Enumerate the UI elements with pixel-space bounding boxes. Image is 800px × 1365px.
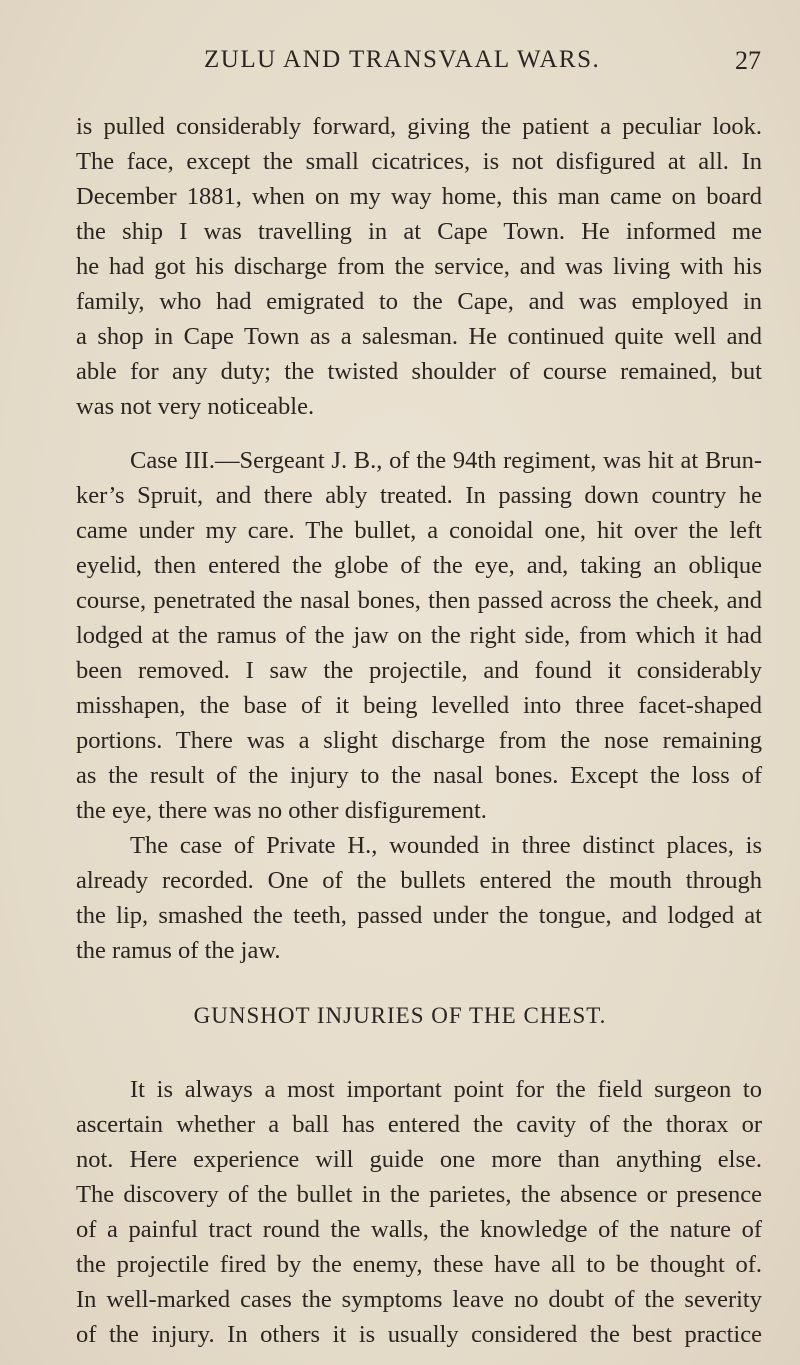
text-line: the ramus of the jaw.: [76, 937, 281, 964]
text-line: is pulled considerably forward, giving the patient a peculiar look.: [76, 113, 762, 140]
text-line: came under my care. The bullet, a conoidal one, hit over the left: [76, 517, 762, 544]
page-number: 27: [735, 46, 761, 75]
text-line: a shop in Cape Town as a salesman. He continued quite well and: [76, 323, 762, 350]
text-line: as the result of the injury to the nasal bones. Except the loss of: [76, 762, 762, 789]
text-line: of the injury. In others it is usually considered the best practice: [76, 1321, 762, 1348]
text-line: the eye, there was no other disfigurement.: [76, 797, 487, 824]
text-line: ascertain whether a ball has entered the cavity of the thorax or: [76, 1111, 762, 1138]
text-line: was not very noticeable.: [76, 393, 315, 420]
text-line: lodged at the ramus of the jaw on the right side, from which it had: [76, 622, 762, 649]
text-line: the lip, smashed the teeth, passed under the tongue, and lodged at: [76, 902, 762, 929]
running-head: [0, 46, 800, 86]
text-line: Case III.—Sergeant J. B., of the 94th regiment, was hit at Brun-: [130, 447, 762, 474]
text-line: misshapen, the base of it being levelled into three facet-shaped: [76, 692, 762, 719]
text-line: able for any duty; the twisted shoulder of course remained, but: [76, 358, 762, 385]
text-line: he had got his discharge from the service, and was living with his: [76, 253, 762, 280]
text-line: ker’s Spruit, and there ably treated. In passing down country he: [76, 482, 762, 509]
text-line: The case of Private H., wounded in three distinct places, is: [130, 832, 762, 859]
text-line: portions. There was a slight discharge from the nose remaining: [76, 727, 762, 754]
text-line: course, penetrated the nasal bones, then passed across the cheek, and: [76, 587, 762, 614]
text-line: The discovery of the bullet in the parietes, the absence or presence: [76, 1181, 762, 1208]
text-line: already recorded. One of the bullets entered the mouth through: [76, 867, 762, 894]
running-title: ZULU AND TRANSVAAL WARS.: [204, 46, 601, 73]
text-line: family, who had emigrated to the Cape, and was employed in: [76, 288, 762, 315]
text-line: The face, except the small cicatrices, is not disfigured at all. In: [76, 148, 762, 175]
text-line: In well-marked cases the symptoms leave no doubt of the severity: [76, 1286, 762, 1313]
text-line: the projectile fired by the enemy, these have all to be thought of.: [76, 1251, 762, 1278]
text-line: It is always a most important point for the field surgeon to: [130, 1076, 762, 1103]
text-line: the ship I was travelling in at Cape Town. He informed me: [76, 218, 762, 245]
section-heading: GUNSHOT INJURIES OF THE CHEST.: [193, 1003, 607, 1028]
text-line: not. Here experience will guide one more than anything else.: [76, 1146, 762, 1173]
text-line: December 1881, when on my way home, this man came on board: [76, 183, 762, 210]
text-line: of a painful tract round the walls, the knowledge of the nature of: [76, 1216, 762, 1243]
text-line: been removed. I saw the projectile, and found it considerably: [76, 657, 762, 684]
text-line: eyelid, then entered the globe of the eye, and, taking an oblique: [76, 552, 762, 579]
